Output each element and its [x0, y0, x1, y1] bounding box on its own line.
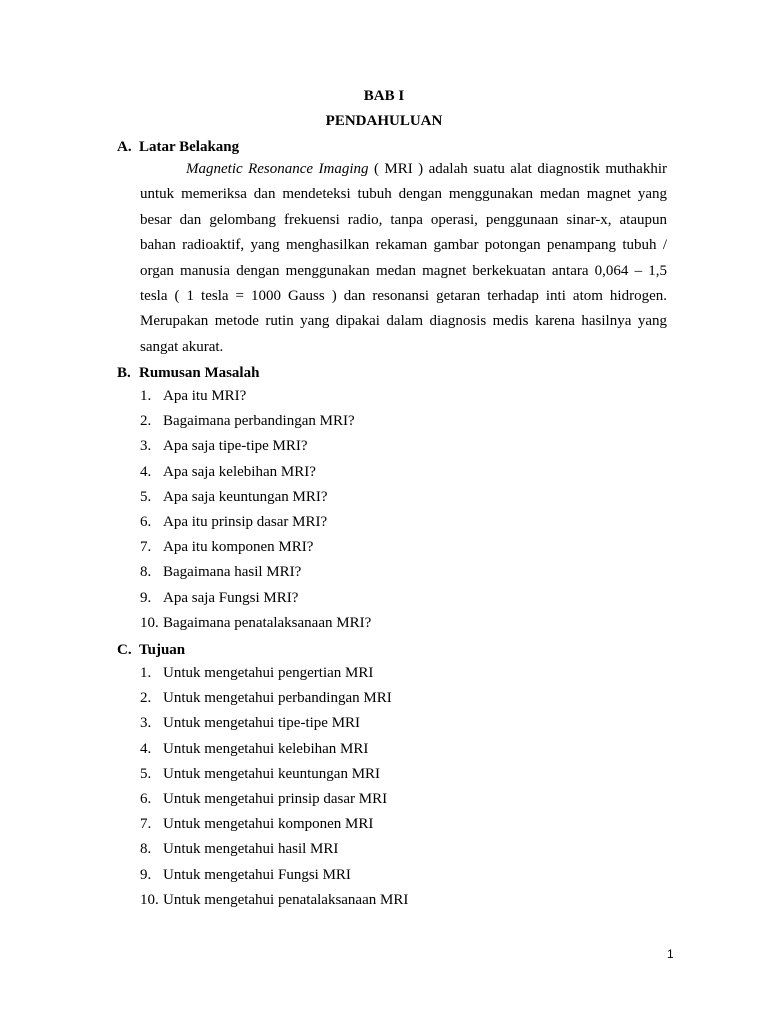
objective-item-text: Untuk mengetahui perbandingan MRI: [163, 690, 392, 707]
objective-item-number: 9.: [140, 866, 152, 883]
problem-item: [140, 434, 371, 459]
problem-item-number: 10.: [140, 614, 159, 631]
problem-item: [140, 510, 371, 535]
objective-item: [140, 686, 408, 711]
section-a-title: Latar Belakang: [139, 139, 240, 155]
section-b-heading: [117, 363, 259, 383]
problem-item-text: Apa itu komponen MRI?: [163, 539, 314, 556]
problem-item-text: Bagaimana penatalaksanaan MRI?: [163, 614, 372, 631]
problem-item-number: 8.: [140, 564, 152, 581]
objective-item-number: 6.: [140, 790, 152, 807]
objective-item-number: 1.: [140, 665, 152, 681]
objective-item-number: 8.: [140, 841, 152, 858]
objective-item: [140, 837, 408, 862]
problem-item-number: 4.: [140, 463, 152, 480]
objective-item-text: Untuk mengetahui pengertian MRI: [163, 665, 374, 681]
section-b-title: Rumusan Masalah: [139, 365, 260, 381]
objective-item: [140, 812, 408, 837]
section-b-letter: B.: [117, 365, 131, 381]
objective-item: [140, 762, 408, 787]
section-c-heading: [117, 640, 185, 660]
problem-item-text: Bagaimana hasil MRI?: [163, 564, 302, 581]
problem-item: [140, 460, 371, 485]
problem-list: [140, 384, 371, 636]
objective-item: [140, 661, 408, 686]
problem-item: [140, 384, 371, 409]
page-number: 1: [667, 947, 674, 961]
section-c-letter: C.: [117, 642, 132, 658]
chapter-title: PENDAHULUAN: [325, 113, 443, 129]
mri-term-italic: Magnetic Resonance Imaging: [186, 161, 369, 177]
objective-item-number: 10.: [140, 891, 159, 908]
objective-item: [140, 711, 408, 736]
objective-item: [140, 737, 408, 762]
problem-item-text: Apa itu MRI?: [163, 388, 247, 404]
objective-item-text: Untuk mengetahui keuntungan MRI: [163, 765, 381, 782]
objective-list: [140, 661, 408, 913]
problem-item-number: 3.: [140, 438, 152, 455]
section-c-title: Tujuan: [139, 642, 186, 658]
section-a-letter: A.: [117, 139, 132, 155]
objective-item-text: Untuk mengetahui Fungsi MRI: [163, 866, 351, 883]
problem-item: [140, 560, 371, 585]
objective-item-text: Untuk mengetahui tipe-tipe MRI: [163, 715, 361, 732]
objective-item-number: 7.: [140, 816, 152, 833]
problem-item-number: 5.: [140, 488, 152, 505]
objective-item-number: 2.: [140, 690, 152, 707]
problem-item-number: 6.: [140, 513, 152, 530]
objective-item-text: Untuk mengetahui hasil MRI: [163, 841, 339, 858]
problem-item: [140, 409, 371, 434]
problem-item-text: Apa saja tipe-tipe MRI?: [163, 438, 308, 455]
problem-item-text: Apa saja Fungsi MRI?: [163, 589, 299, 606]
objective-item: [140, 787, 408, 812]
objective-item-text: Untuk mengetahui komponen MRI: [163, 816, 374, 833]
problem-item-number: 2.: [140, 413, 152, 430]
objective-item-number: 4.: [140, 740, 152, 757]
section-a-paragraph: [140, 157, 667, 360]
objective-item-text: Untuk mengetahui prinsip dasar MRI: [163, 790, 388, 807]
objective-item: [140, 863, 408, 888]
problem-item-number: 9.: [140, 589, 152, 606]
problem-item-text: Apa itu prinsip dasar MRI?: [163, 513, 328, 530]
chapter-label: BAB I: [363, 88, 405, 104]
problem-item-text: Apa saja keuntungan MRI?: [163, 488, 328, 505]
problem-item-text: Bagaimana perbandingan MRI?: [163, 413, 355, 430]
problem-item: [140, 535, 371, 560]
objective-item-number: 5.: [140, 765, 152, 782]
problem-item: [140, 611, 371, 636]
paragraph-body: ( MRI ) adalah suatu alat diagnostik muthakhir untuk memeriksa dan mendeteksi tubuh dengan menggunakan medan magnet yang besar dan gelombang frekuensi radio, tanpa operasi, penggunaan sinar-x, ataupun bahan radioaktif, yang menghasilkan rekaman gambar potongan penampang tubuh / organ manusia dengan menggunakan medan magnet berkekuatan antara 0,064 – 1,5 tesla ( 1 tesla = 1000 Gauss ) dan resonansi getaran terhadap inti atom hidrogen. Merupakan metode rutin yang dipakai dalam diagnosis medis karena hasilnya yang sangat akurat.: [140, 161, 667, 355]
problem-item: [140, 586, 371, 611]
objective-item-number: 3.: [140, 715, 152, 732]
problem-item-number: 1.: [140, 388, 152, 404]
section-a-heading: [117, 137, 239, 157]
objective-item-text: Untuk mengetahui penatalaksanaan MRI: [163, 891, 409, 908]
problem-item-number: 7.: [140, 539, 152, 556]
objective-item-text: Untuk mengetahui kelebihan MRI: [163, 740, 369, 757]
problem-item: [140, 485, 371, 510]
objective-item: [140, 888, 408, 913]
problem-item-text: Apa saja kelebihan MRI?: [163, 463, 316, 480]
